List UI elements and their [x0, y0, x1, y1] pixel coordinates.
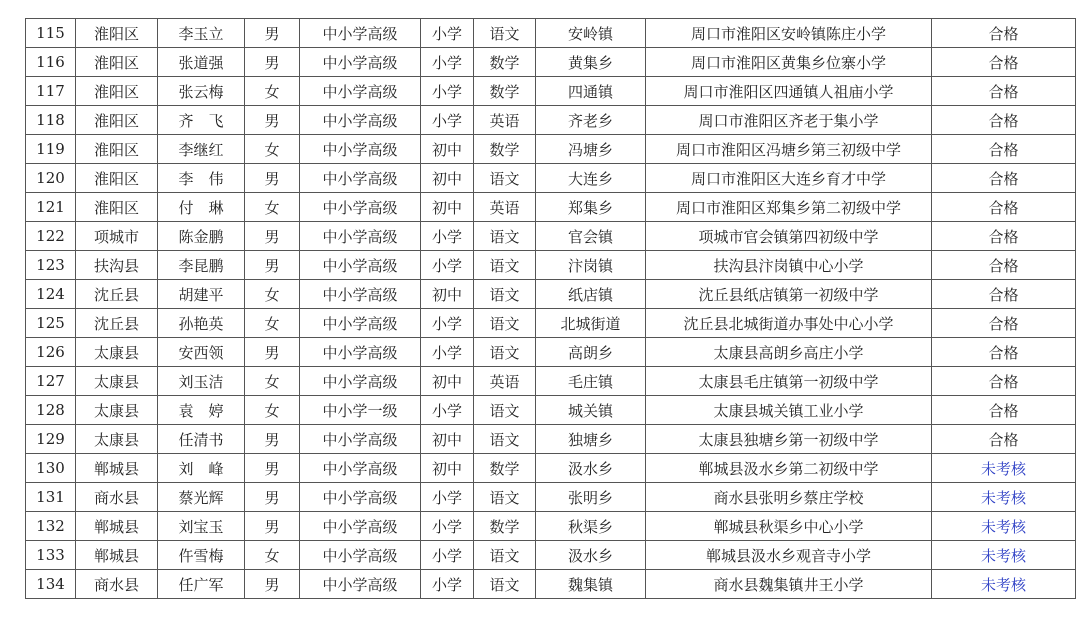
- county-cell: 商水县: [76, 483, 158, 512]
- town-cell: 官会镇: [536, 222, 646, 251]
- table-row: [26, 19, 1076, 48]
- result-cell: 未考核: [932, 541, 1076, 570]
- result-cell: 合格: [932, 164, 1076, 193]
- subject-cell: 数学: [474, 77, 536, 106]
- town-cell: 汲水乡: [536, 454, 646, 483]
- result-cell: 合格: [932, 135, 1076, 164]
- name-cell: 李 伟: [158, 164, 245, 193]
- sex-cell: 男: [245, 338, 300, 367]
- school-cell: 周口市淮阳区齐老于集小学: [646, 106, 932, 135]
- result-cell: 合格: [932, 338, 1076, 367]
- title-cell: 中小学高级: [300, 222, 421, 251]
- subject-cell: 语文: [474, 309, 536, 338]
- town-cell: 黄集乡: [536, 48, 646, 77]
- sex-cell: 男: [245, 454, 300, 483]
- row-number: 117: [26, 77, 76, 106]
- name-cell: 安西领: [158, 338, 245, 367]
- teacher-assessment-table: [25, 18, 1076, 599]
- school-level-cell: 初中: [421, 193, 474, 222]
- subject-cell: 语文: [474, 164, 536, 193]
- title-cell: 中小学高级: [300, 425, 421, 454]
- row-number: 133: [26, 541, 76, 570]
- table-row: [26, 570, 1076, 599]
- sex-cell: 男: [245, 512, 300, 541]
- county-cell: 淮阳区: [76, 106, 158, 135]
- name-cell: 李昆鹏: [158, 251, 245, 280]
- town-cell: 冯塘乡: [536, 135, 646, 164]
- town-cell: 毛庄镇: [536, 367, 646, 396]
- name-cell: 刘 峰: [158, 454, 245, 483]
- row-number: 115: [26, 19, 76, 48]
- school-cell: 商水县魏集镇井王小学: [646, 570, 932, 599]
- result-cell: 合格: [932, 77, 1076, 106]
- school-cell: 周口市淮阳区郑集乡第二初级中学: [646, 193, 932, 222]
- result-cell: 合格: [932, 367, 1076, 396]
- row-number: 129: [26, 425, 76, 454]
- school-cell: 周口市淮阳区黄集乡位寨小学: [646, 48, 932, 77]
- town-cell: 四通镇: [536, 77, 646, 106]
- title-cell: 中小学高级: [300, 541, 421, 570]
- school-cell: 沈丘县北城街道办事处中心小学: [646, 309, 932, 338]
- table-row: [26, 396, 1076, 425]
- table-row: [26, 454, 1076, 483]
- school-level-cell: 小学: [421, 77, 474, 106]
- town-cell: 纸店镇: [536, 280, 646, 309]
- school-level-cell: 小学: [421, 541, 474, 570]
- county-cell: 商水县: [76, 570, 158, 599]
- result-cell: 合格: [932, 48, 1076, 77]
- town-cell: 汲水乡: [536, 541, 646, 570]
- school-level-cell: 初中: [421, 164, 474, 193]
- subject-cell: 语文: [474, 570, 536, 599]
- title-cell: 中小学高级: [300, 367, 421, 396]
- school-cell: 沈丘县纸店镇第一初级中学: [646, 280, 932, 309]
- subject-cell: 语文: [474, 338, 536, 367]
- county-cell: 扶沟县: [76, 251, 158, 280]
- result-cell: 未考核: [932, 570, 1076, 599]
- subject-cell: 英语: [474, 106, 536, 135]
- school-level-cell: 初中: [421, 280, 474, 309]
- school-level-cell: 初中: [421, 454, 474, 483]
- subject-cell: 数学: [474, 512, 536, 541]
- county-cell: 太康县: [76, 367, 158, 396]
- title-cell: 中小学高级: [300, 48, 421, 77]
- sex-cell: 女: [245, 193, 300, 222]
- subject-cell: 语文: [474, 483, 536, 512]
- county-cell: 淮阳区: [76, 48, 158, 77]
- school-level-cell: 小学: [421, 19, 474, 48]
- table-body: [26, 19, 1076, 599]
- result-cell: 未考核: [932, 483, 1076, 512]
- row-number: 118: [26, 106, 76, 135]
- county-cell: 郸城县: [76, 541, 158, 570]
- town-cell: 齐老乡: [536, 106, 646, 135]
- sex-cell: 女: [245, 135, 300, 164]
- school-level-cell: 小学: [421, 512, 474, 541]
- school-cell: 周口市淮阳区四通镇人祖庙小学: [646, 77, 932, 106]
- name-cell: 付 琳: [158, 193, 245, 222]
- row-number: 132: [26, 512, 76, 541]
- school-cell: 周口市淮阳区安岭镇陈庄小学: [646, 19, 932, 48]
- title-cell: 中小学高级: [300, 19, 421, 48]
- title-cell: 中小学高级: [300, 280, 421, 309]
- result-cell: 合格: [932, 396, 1076, 425]
- town-cell: 独塘乡: [536, 425, 646, 454]
- county-cell: 淮阳区: [76, 77, 158, 106]
- sex-cell: 女: [245, 541, 300, 570]
- school-cell: 周口市淮阳区大连乡育才中学: [646, 164, 932, 193]
- school-level-cell: 小学: [421, 570, 474, 599]
- subject-cell: 数学: [474, 48, 536, 77]
- title-cell: 中小学高级: [300, 135, 421, 164]
- table-row: [26, 106, 1076, 135]
- subject-cell: 语文: [474, 251, 536, 280]
- subject-cell: 英语: [474, 193, 536, 222]
- row-number: 134: [26, 570, 76, 599]
- school-level-cell: 小学: [421, 106, 474, 135]
- table-row: [26, 135, 1076, 164]
- town-cell: 秋渠乡: [536, 512, 646, 541]
- table-row: [26, 338, 1076, 367]
- table-row: [26, 251, 1076, 280]
- name-cell: 孙艳英: [158, 309, 245, 338]
- subject-cell: 语文: [474, 425, 536, 454]
- sex-cell: 女: [245, 309, 300, 338]
- county-cell: 郸城县: [76, 512, 158, 541]
- county-cell: 淮阳区: [76, 19, 158, 48]
- table-row: [26, 280, 1076, 309]
- sex-cell: 男: [245, 483, 300, 512]
- subject-cell: 语文: [474, 222, 536, 251]
- result-cell: 合格: [932, 309, 1076, 338]
- town-cell: 魏集镇: [536, 570, 646, 599]
- name-cell: 仵雪梅: [158, 541, 245, 570]
- row-number: 126: [26, 338, 76, 367]
- subject-cell: 语文: [474, 280, 536, 309]
- school-level-cell: 小学: [421, 396, 474, 425]
- sex-cell: 男: [245, 251, 300, 280]
- title-cell: 中小学高级: [300, 164, 421, 193]
- sex-cell: 女: [245, 280, 300, 309]
- title-cell: 中小学高级: [300, 77, 421, 106]
- title-cell: 中小学高级: [300, 454, 421, 483]
- sex-cell: 女: [245, 77, 300, 106]
- subject-cell: 语文: [474, 541, 536, 570]
- title-cell: 中小学高级: [300, 512, 421, 541]
- row-number: 119: [26, 135, 76, 164]
- school-level-cell: 小学: [421, 309, 474, 338]
- school-cell: 郸城县汲水乡第二初级中学: [646, 454, 932, 483]
- county-cell: 淮阳区: [76, 135, 158, 164]
- name-cell: 袁 婷: [158, 396, 245, 425]
- school-cell: 周口市淮阳区冯塘乡第三初级中学: [646, 135, 932, 164]
- result-cell: 合格: [932, 280, 1076, 309]
- title-cell: 中小学高级: [300, 309, 421, 338]
- title-cell: 中小学一级: [300, 396, 421, 425]
- name-cell: 齐 飞: [158, 106, 245, 135]
- county-cell: 沈丘县: [76, 309, 158, 338]
- sex-cell: 男: [245, 570, 300, 599]
- title-cell: 中小学高级: [300, 338, 421, 367]
- table-row: [26, 164, 1076, 193]
- county-cell: 太康县: [76, 425, 158, 454]
- town-cell: 北城街道: [536, 309, 646, 338]
- school-cell: 商水县张明乡蔡庄学校: [646, 483, 932, 512]
- county-cell: 淮阳区: [76, 164, 158, 193]
- school-cell: 太康县独塘乡第一初级中学: [646, 425, 932, 454]
- result-cell: 未考核: [932, 454, 1076, 483]
- name-cell: 张道强: [158, 48, 245, 77]
- county-cell: 太康县: [76, 396, 158, 425]
- county-cell: 郸城县: [76, 454, 158, 483]
- name-cell: 陈金鹏: [158, 222, 245, 251]
- school-level-cell: 初中: [421, 367, 474, 396]
- school-cell: 太康县城关镇工业小学: [646, 396, 932, 425]
- row-number: 122: [26, 222, 76, 251]
- name-cell: 李继红: [158, 135, 245, 164]
- school-cell: 太康县高朗乡高庄小学: [646, 338, 932, 367]
- sex-cell: 男: [245, 222, 300, 251]
- county-cell: 太康县: [76, 338, 158, 367]
- result-cell: 合格: [932, 193, 1076, 222]
- row-number: 125: [26, 309, 76, 338]
- title-cell: 中小学高级: [300, 106, 421, 135]
- school-cell: 郸城县秋渠乡中心小学: [646, 512, 932, 541]
- name-cell: 张云梅: [158, 77, 245, 106]
- table-row: [26, 222, 1076, 251]
- result-cell: 未考核: [932, 512, 1076, 541]
- sex-cell: 女: [245, 396, 300, 425]
- school-level-cell: 小学: [421, 338, 474, 367]
- school-level-cell: 初中: [421, 425, 474, 454]
- row-number: 130: [26, 454, 76, 483]
- sex-cell: 男: [245, 164, 300, 193]
- sex-cell: 男: [245, 425, 300, 454]
- county-cell: 沈丘县: [76, 280, 158, 309]
- subject-cell: 英语: [474, 367, 536, 396]
- school-cell: 扶沟县汴岗镇中心小学: [646, 251, 932, 280]
- school-level-cell: 小学: [421, 251, 474, 280]
- town-cell: 大连乡: [536, 164, 646, 193]
- table-row: [26, 367, 1076, 396]
- result-cell: 合格: [932, 19, 1076, 48]
- town-cell: 郑集乡: [536, 193, 646, 222]
- county-cell: 淮阳区: [76, 193, 158, 222]
- name-cell: 刘玉洁: [158, 367, 245, 396]
- table-row: [26, 425, 1076, 454]
- result-cell: 合格: [932, 222, 1076, 251]
- subject-cell: 数学: [474, 454, 536, 483]
- town-cell: 城关镇: [536, 396, 646, 425]
- row-number: 127: [26, 367, 76, 396]
- town-cell: 安岭镇: [536, 19, 646, 48]
- school-level-cell: 小学: [421, 222, 474, 251]
- school-level-cell: 小学: [421, 48, 474, 77]
- table-row: [26, 512, 1076, 541]
- row-number: 120: [26, 164, 76, 193]
- name-cell: 李玉立: [158, 19, 245, 48]
- title-cell: 中小学高级: [300, 193, 421, 222]
- town-cell: 张明乡: [536, 483, 646, 512]
- table-row: [26, 48, 1076, 77]
- title-cell: 中小学高级: [300, 483, 421, 512]
- name-cell: 蔡光辉: [158, 483, 245, 512]
- row-number: 128: [26, 396, 76, 425]
- school-cell: 太康县毛庄镇第一初级中学: [646, 367, 932, 396]
- sex-cell: 男: [245, 106, 300, 135]
- town-cell: 高朗乡: [536, 338, 646, 367]
- sex-cell: 男: [245, 48, 300, 77]
- school-cell: 郸城县汲水乡观音寺小学: [646, 541, 932, 570]
- result-cell: 合格: [932, 425, 1076, 454]
- county-cell: 项城市: [76, 222, 158, 251]
- title-cell: 中小学高级: [300, 570, 421, 599]
- result-cell: 合格: [932, 106, 1076, 135]
- row-number: 123: [26, 251, 76, 280]
- row-number: 131: [26, 483, 76, 512]
- town-cell: 汴岗镇: [536, 251, 646, 280]
- row-number: 124: [26, 280, 76, 309]
- table-row: [26, 193, 1076, 222]
- table-row: [26, 309, 1076, 338]
- sex-cell: 男: [245, 19, 300, 48]
- row-number: 121: [26, 193, 76, 222]
- name-cell: 胡建平: [158, 280, 245, 309]
- name-cell: 刘宝玉: [158, 512, 245, 541]
- name-cell: 任清书: [158, 425, 245, 454]
- school-level-cell: 小学: [421, 483, 474, 512]
- sex-cell: 女: [245, 367, 300, 396]
- table-row: [26, 77, 1076, 106]
- school-level-cell: 初中: [421, 135, 474, 164]
- result-cell: 合格: [932, 251, 1076, 280]
- subject-cell: 语文: [474, 396, 536, 425]
- table-row: [26, 541, 1076, 570]
- title-cell: 中小学高级: [300, 251, 421, 280]
- subject-cell: 语文: [474, 19, 536, 48]
- name-cell: 任广军: [158, 570, 245, 599]
- school-cell: 项城市官会镇第四初级中学: [646, 222, 932, 251]
- table-row: [26, 483, 1076, 512]
- subject-cell: 数学: [474, 135, 536, 164]
- row-number: 116: [26, 48, 76, 77]
